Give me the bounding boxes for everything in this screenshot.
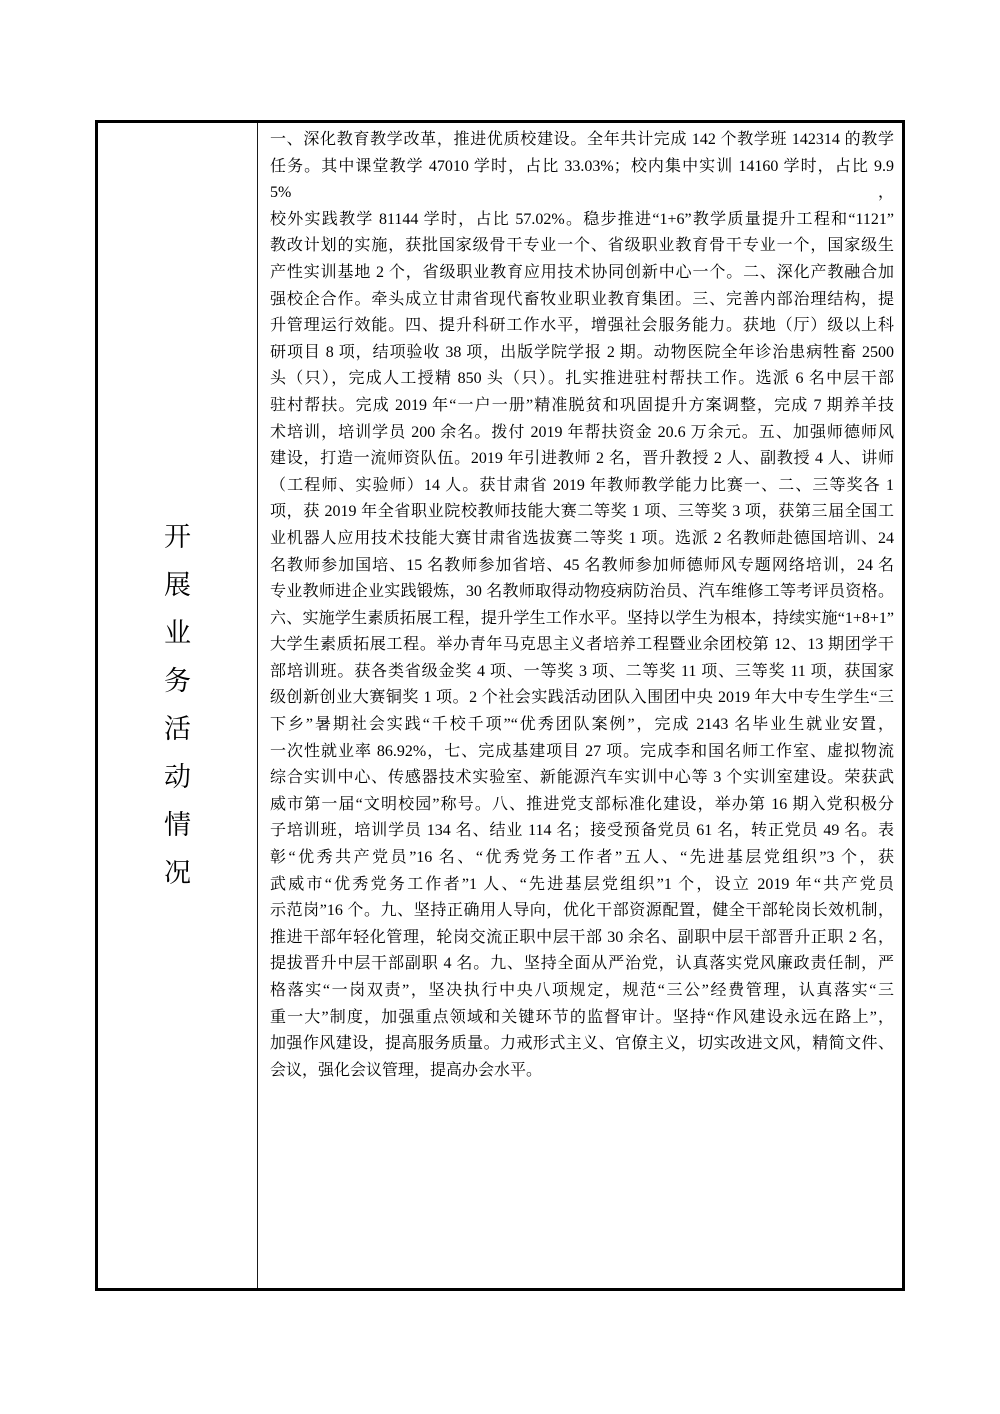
row-header-char: 情 xyxy=(164,810,191,840)
activity-text-line: 格落实“一岗双责”，坚决执行中央八项规定，规范“三公”经费管理，认真落实“三 xyxy=(270,982,894,999)
activity-text-line: 推进干部年轻化管理，轮岗交流正职中层干部 30 余名、副职中层干部晋升正职 2 名， xyxy=(270,928,894,946)
row-header-char: 展 xyxy=(164,570,191,600)
row-header-char: 务 xyxy=(164,666,191,696)
activity-text-line: 下乡”暑期社会实践“千校千项”“优秀团队案例”，完成 2143 名毕业生就业安置， xyxy=(270,716,894,734)
activity-text-line: 术培训，培训学员 200 余名。拨付 2019 年帮扶资金 20.6 万余元。五、加强师德师风 xyxy=(270,423,894,441)
activity-text-line: 升管理运行效能。四、提升科研工作水平，增强社会服务能力。获地（厅）级以上科 xyxy=(270,317,894,335)
activity-text-line: 重一大”制度，加强重点领域和关键环节的监督审计。坚持“作风建设永远在路上”， xyxy=(270,1008,894,1026)
activity-text-line: 建设，打造一流师资队伍。2019 年引进教师 2 名，晋升教授 2 人、副教授 4 人、讲师 xyxy=(270,450,894,468)
activity-text-line: 提拔晋升中层干部副职 4 名。九、坚持全面从严治党，认真落实党风廉政责任制，严 xyxy=(270,955,894,973)
activity-text-line: 强校企合作。牵头成立甘肃省现代畜牧业职业教育集团。三、完善内部治理结构，提 xyxy=(270,290,894,308)
activity-content-cell xyxy=(258,123,902,1288)
activity-text-line: 头（只），完成人工授精 850 头（只）。扎实推进驻村帮扶工作。选派 6 名中层干部 xyxy=(270,370,894,388)
activity-text-line: 产性实训基地 2 个，省级职业教育应用技术协同创新中心一个。二、深化产教融合加 xyxy=(270,263,894,281)
activity-text-line: 综合实训中心、传感器技术实验室、新能源汽车实训中心等 3 个实训室建设。荣获武 xyxy=(270,769,894,787)
activity-text-line: 名教师参加国培、15 名教师参加省培、45 名教师参加师德师风专题网络培训，24 名 xyxy=(270,556,894,574)
activity-text-line: （工程师、实验师）14 人。获甘肃省 2019 年教师教学能力比赛一、二、三等奖各 1 xyxy=(270,476,894,494)
activity-text-line: 大学生素质拓展工程。举办青年马克思主义者培养工程暨业余团校第 12、13 期团学干 xyxy=(270,636,894,654)
activity-text-line: 业机器人应用技术技能大赛甘肃省选拔赛二等奖 1 项。选派 2 名教师赴德国培训、24 xyxy=(270,529,894,547)
activity-text-line: 研项目 8 项，结项验收 38 项，出版学院学报 2 期。动物医院全年诊治患病牲畜 2500 xyxy=(270,343,894,361)
activity-text-line: 专业教师进企业实践锻炼，30 名教师取得动物疫病防治员、汽车维修工等考评员资格。 xyxy=(270,583,894,601)
activity-text-line: 部培训班。获各类省级金奖 4 项、一等奖 3 项、二等奖 11 项、三等奖 11 项，获国家 xyxy=(270,662,894,680)
activity-text-line: 项，获 2019 年全省职业院校教师技能大赛二等奖 1 项、三等奖 3 项，获第三届全国工 xyxy=(270,503,894,521)
activity-text-line: 任务。其中课堂教学 47010 学时，占比 33.03%；校内集中实训 14160 学时，占比 9.95%， xyxy=(270,157,894,202)
row-header-label xyxy=(164,524,191,887)
activity-text-line: 一次性就业率 86.92%，七、完成基建项目 27 项。完成李和国名师工作室、虚拟物流 xyxy=(270,742,894,760)
activity-text-line: 彰“优秀共产党员”16 名、“优秀党务工作者”五人、“先进基层党组织”3 个，获 xyxy=(270,849,894,867)
activity-text-line: 校外实践教学 81144 学时，占比 57.02%。稳步推进“1+6”教学质量提升工程和“1121” xyxy=(270,210,894,228)
row-header-cell xyxy=(98,123,258,1288)
activity-text-line: 一、深化教育教学改革，推进优质校建设。全年共计完成 142 个教学班 142314 的教学 xyxy=(270,131,894,148)
activity-text-line: 威市第一届“文明校园”称号。八、推进党支部标准化建设，举办第 16 期入党积极分 xyxy=(270,795,894,813)
activity-text-line: 六、实施学生素质拓展工程，提升学生工作水平。坚持以学生为根本，持续实施“1+8+1” xyxy=(270,609,894,627)
activity-text-line: 驻村帮扶。完成 2019 年“一户一册”精准脱贫和巩固提升方案调整，完成 7 期养羊技 xyxy=(270,396,894,414)
activity-text-line: 会议，强化会议管理，提高办会水平。 xyxy=(270,1061,543,1079)
activity-text-line: 加强作风建设，提高服务质量。力戒形式主义、官僚主义，切实改进文风，精简文件、 xyxy=(270,1035,894,1053)
row-header-char: 动 xyxy=(164,762,191,792)
activity-text xyxy=(270,127,894,1084)
activity-text-line: 级创新创业大赛铜奖 1 项。2 个社会实践活动团队入围团中央 2019 年大中专生学生“三 xyxy=(270,689,894,707)
row-header-char: 况 xyxy=(164,858,191,888)
row-header-char: 活 xyxy=(164,714,191,744)
row-header-char: 业 xyxy=(164,618,191,648)
activity-text-line: 示范岗”16 个。九、坚持正确用人导向，优化干部资源配置，健全干部轮岗长效机制， xyxy=(270,902,894,920)
row-header-char: 开 xyxy=(164,522,191,552)
activity-text-line: 子培训班，培训学员 134 名、结业 114 名；接受预备党员 61 名，转正党员 49 名。表 xyxy=(270,822,894,840)
activity-text-line: 教改计划的实施，获批国家级骨干专业一个、省级职业教育骨干专业一个，国家级生 xyxy=(270,237,894,255)
activity-table xyxy=(95,120,905,1291)
activity-text-line: 武威市“优秀党务工作者”1 人、“先进基层党组织”1 个，设立 2019 年“共产党员 xyxy=(270,875,894,893)
